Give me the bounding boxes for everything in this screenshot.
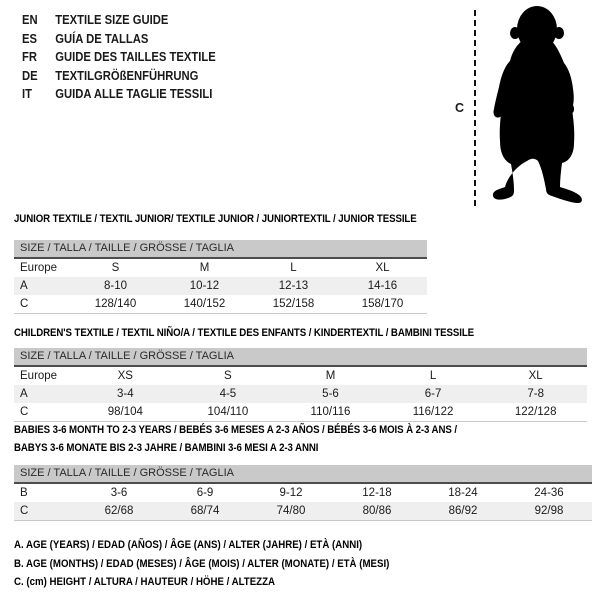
size-header-bar: SIZE / TALLA / TAILLE / GRÖSSE / TAGLIA bbox=[14, 465, 592, 484]
toddler-silhouette-icon bbox=[479, 3, 597, 211]
language-code: IT bbox=[22, 87, 32, 101]
table-row-height bbox=[14, 403, 587, 421]
language-code: EN bbox=[22, 13, 38, 27]
guide-title: TEXTILGRÖßENFÜHRUNG bbox=[55, 68, 199, 83]
value-cell: 110/116 bbox=[310, 406, 351, 418]
value-cell: 86/92 bbox=[448, 505, 478, 517]
size-cell: L bbox=[290, 262, 297, 274]
value-cell: 10-12 bbox=[189, 280, 220, 292]
value-cell: 140/152 bbox=[183, 298, 226, 310]
size-cell: XS bbox=[117, 370, 133, 382]
junior-table-title: JUNIOR TEXTILE / TEXTIL JUNIOR/ TEXTILE JUNIOR / JUNIORTEXTIL / JUNIOR TESSILE bbox=[14, 213, 417, 225]
value-cell: 6-9 bbox=[196, 487, 214, 499]
table-row-age bbox=[14, 277, 427, 295]
language-row bbox=[22, 85, 216, 104]
guide-title: GUIDA ALLE TAGLIE TESSILI bbox=[55, 87, 213, 101]
size-cell: S bbox=[224, 370, 232, 382]
babies-title-line1: BABIES 3-6 MONTH TO 2-3 YEARS / BEBÉS 3-6 MESES A 2-3 AÑOS / BÉBÉS 3-6 MOIS À 2-3 ANS / bbox=[14, 424, 457, 436]
value-cell: 104/110 bbox=[207, 406, 249, 418]
value-cell: 62/68 bbox=[104, 505, 134, 517]
table-row-height bbox=[14, 295, 427, 313]
row-label: C bbox=[20, 298, 29, 310]
footnote-a: A. AGE (YEARS) / EDAD (AÑOS) / ÂGE (ANS) / ALTER (JAHRE) / ETÀ (ANNI) bbox=[14, 539, 363, 551]
value-cell: 12-18 bbox=[362, 487, 392, 499]
row-label: A bbox=[20, 280, 28, 292]
value-cell: 14-16 bbox=[367, 280, 398, 292]
height-measure-dashed-line bbox=[474, 10, 476, 206]
value-cell: 5-6 bbox=[322, 388, 339, 400]
size-cell: XL bbox=[375, 262, 390, 274]
value-cell: 4-5 bbox=[219, 388, 237, 400]
row-label: C bbox=[20, 505, 29, 517]
guide-title: GUÍA DE TALLAS bbox=[55, 31, 149, 46]
value-cell: 122/128 bbox=[514, 406, 557, 418]
language-row bbox=[22, 11, 216, 30]
value-cell: 18-24 bbox=[448, 487, 478, 499]
value-cell: 12-13 bbox=[278, 280, 309, 292]
size-cell: S bbox=[111, 262, 120, 274]
language-title-list bbox=[22, 11, 237, 104]
value-cell: 8-10 bbox=[103, 280, 128, 292]
size-cell: M bbox=[325, 370, 336, 382]
language-row bbox=[22, 67, 216, 86]
size-header-bar: SIZE / TALLA / TAILLE / GRÖSSE / TAGLIA bbox=[14, 240, 427, 259]
value-cell: 7-8 bbox=[527, 388, 544, 400]
value-cell: 128/140 bbox=[94, 298, 137, 310]
children-table-title: CHILDREN'S TEXTILE / TEXTIL NIÑO/A / TEXTILE DES ENFANTS / KINDERTEXTIL / BAMBINI TESSILE bbox=[14, 327, 475, 339]
size-cell: XL bbox=[528, 370, 543, 382]
table-row-height bbox=[14, 502, 592, 520]
language-code: ES bbox=[22, 31, 38, 46]
language-row bbox=[22, 48, 216, 67]
value-cell: 116/122 bbox=[412, 406, 454, 418]
height-measure-label: C bbox=[455, 101, 465, 115]
value-cell: 74/80 bbox=[276, 505, 306, 517]
row-label: C bbox=[20, 406, 29, 418]
size-cell: L bbox=[429, 370, 437, 382]
table-row-age bbox=[14, 385, 587, 403]
footnote-b: B. AGE (MONTHS) / EDAD (MESES) / ÂGE (MOIS) / ALTER (MONATE) / ETÀ (MESI) bbox=[14, 557, 390, 570]
babies-table-title bbox=[14, 422, 457, 457]
value-cell: 68/74 bbox=[190, 505, 220, 517]
size-cell: M bbox=[199, 262, 210, 274]
value-cell: 3-6 bbox=[110, 487, 128, 499]
table-row-europe bbox=[14, 259, 427, 277]
row-label: B bbox=[20, 487, 28, 499]
language-row bbox=[22, 30, 216, 49]
value-cell: 24-36 bbox=[534, 487, 564, 499]
table-row-europe bbox=[14, 367, 587, 385]
value-cell: 98/104 bbox=[107, 406, 143, 418]
value-cell: 80/86 bbox=[362, 505, 392, 517]
value-cell: 158/170 bbox=[361, 298, 404, 310]
table-row-age-months bbox=[14, 484, 592, 502]
size-header-bar: SIZE / TALLA / TAILLE / GRÖSSE / TAGLIA bbox=[14, 348, 587, 367]
footnote-c: C. (cm) HEIGHT / ALTURA / HAUTEUR / HÖHE / ALTEZZA bbox=[14, 576, 276, 588]
row-label: A bbox=[20, 388, 28, 400]
children-size-table bbox=[14, 348, 587, 422]
value-cell: 6-7 bbox=[424, 388, 442, 400]
value-cell: 9-12 bbox=[279, 487, 303, 499]
guide-title: GUIDE DES TAILLES TEXTILE bbox=[55, 50, 216, 64]
language-code: FR bbox=[22, 50, 38, 64]
footnote-legend bbox=[14, 536, 441, 592]
row-label: Europe bbox=[20, 370, 58, 382]
language-code: DE bbox=[22, 68, 38, 83]
babies-title-line2: BABYS 3-6 MONATE BIS 2-3 JAHRE / BAMBINI 3-6 MESI A 2-3 ANNI bbox=[14, 441, 319, 454]
value-cell: 152/158 bbox=[272, 298, 315, 310]
value-cell: 92/98 bbox=[534, 505, 564, 517]
guide-title: TEXTILE SIZE GUIDE bbox=[55, 13, 169, 27]
junior-size-table bbox=[14, 240, 427, 314]
babies-size-table bbox=[14, 465, 592, 521]
row-label: Europe bbox=[20, 262, 58, 274]
value-cell: 3-4 bbox=[116, 388, 134, 400]
